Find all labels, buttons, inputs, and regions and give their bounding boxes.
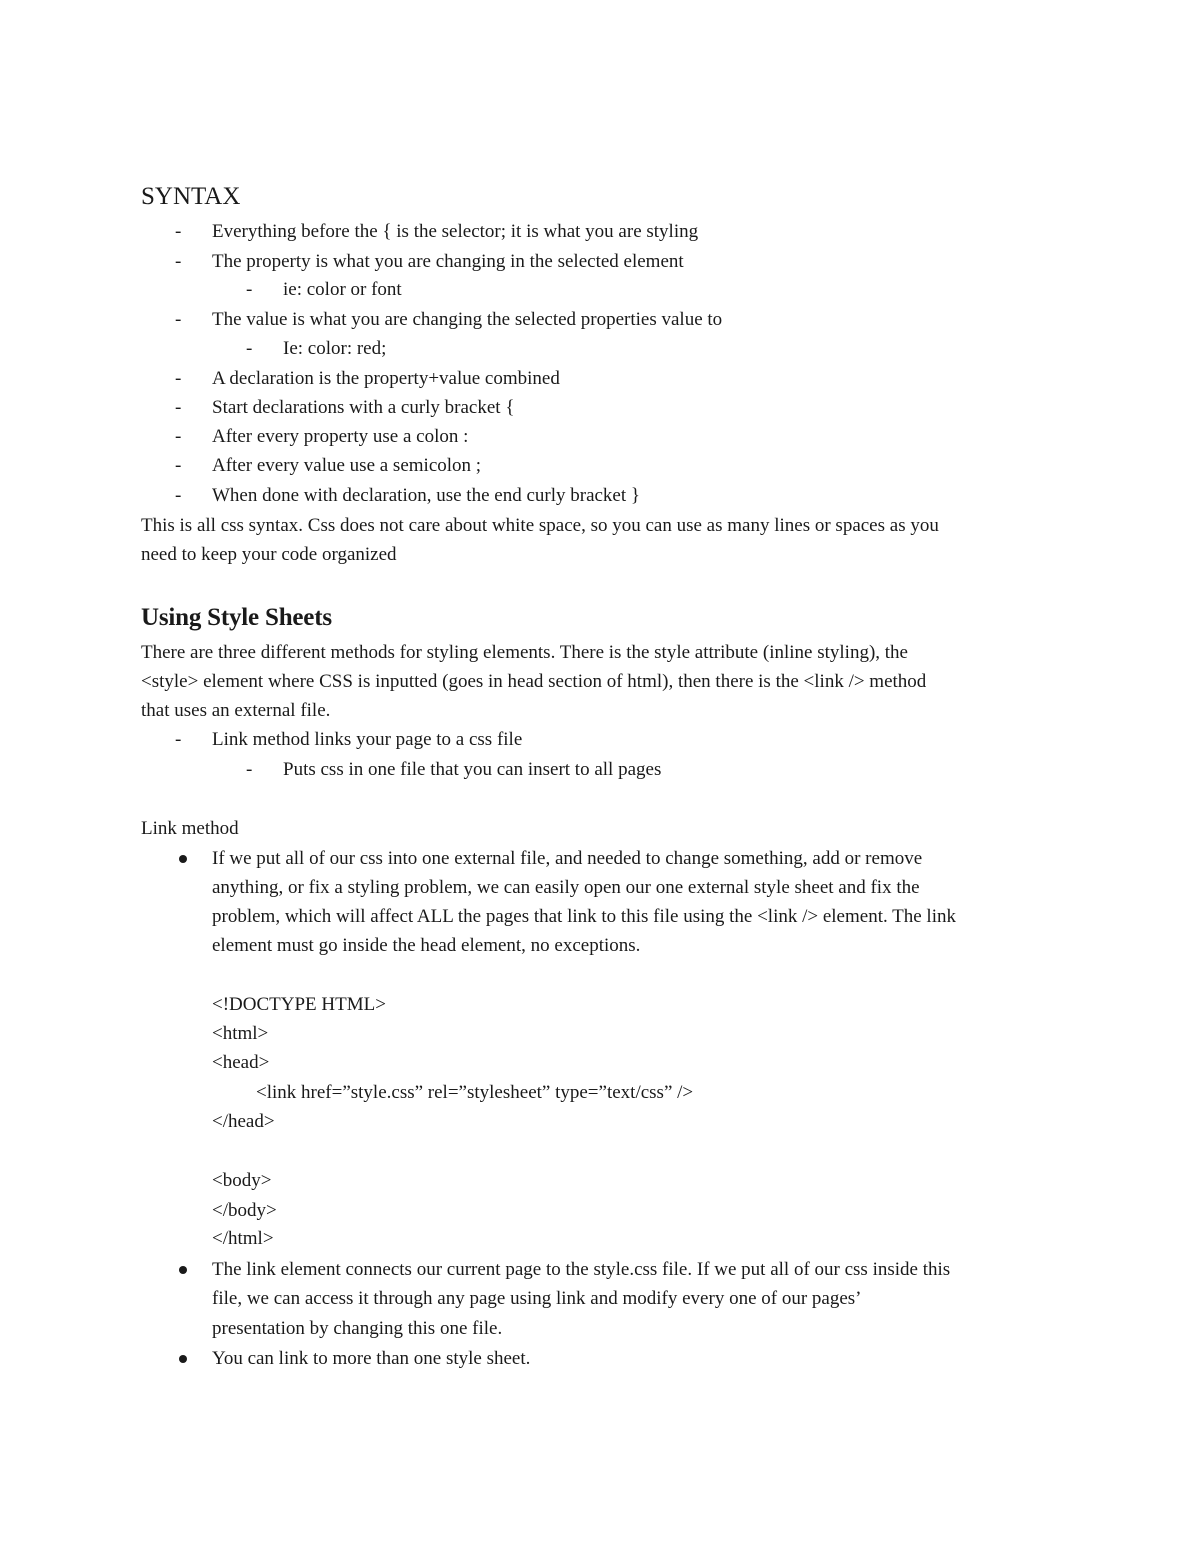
syntax-summary-line: need to keep your code organized: [141, 544, 397, 565]
code-line-html-open: <html>: [212, 1023, 269, 1044]
code-line-html-close: </html>: [212, 1228, 274, 1249]
syntax-item-semicolon: After every value use a semicolon ;: [212, 455, 482, 476]
dash-marker: -: [175, 368, 182, 389]
link-method-bullet1-line: anything, or fix a styling problem, we can easily open our one external style sheet and fix the: [212, 877, 920, 898]
bullet-marker: [179, 855, 187, 863]
dash-marker: -: [175, 485, 182, 506]
dash-marker: -: [175, 397, 182, 418]
bullet-marker: [179, 1355, 187, 1363]
link-method-bullet1-line: element must go inside the head element, no exceptions.: [212, 935, 641, 956]
style-sheets-intro-line: that uses an external file.: [141, 700, 331, 721]
link-method-bullet3: You can link to more than one style sheet.: [212, 1348, 531, 1369]
dash-marker: -: [175, 221, 182, 242]
style-sheets-heading: Using Style Sheets: [141, 604, 332, 631]
syntax-subitem-value-example: Ie: color: red;: [283, 338, 387, 359]
link-method-bullet2-line: The link element connects our current page to the style.css file. If we put all of our css inside this: [212, 1259, 951, 1280]
code-line-head-open: <head>: [212, 1052, 270, 1073]
code-line-body-open: <body>: [212, 1170, 272, 1191]
syntax-item-end-bracket: When done with declaration, use the end curly bracket }: [212, 485, 641, 506]
link-method-bullet1-line: If we put all of our css into one external file, and needed to change something, add or remove: [212, 848, 923, 869]
syntax-item-property: The property is what you are changing in the selected element: [212, 251, 684, 272]
syntax-item-selector: Everything before the { is the selector; it is what you are styling: [212, 221, 699, 242]
syntax-subitem-property-example: ie: color or font: [283, 279, 402, 300]
syntax-item-colon: After every property use a colon :: [212, 426, 469, 447]
dash-marker: -: [246, 759, 253, 780]
code-line-body-close: </body>: [212, 1200, 277, 1221]
bullet-marker: [179, 1266, 187, 1274]
link-method-bullet2-line: presentation by changing this one file.: [212, 1318, 503, 1339]
syntax-heading: SYNTAX: [141, 183, 241, 210]
link-method-bullet1-line: problem, which will affect ALL the pages that link to this file using the <link /> element. The link: [212, 906, 956, 927]
code-line-head-close: </head>: [212, 1111, 275, 1132]
dash-marker: -: [246, 338, 253, 359]
syntax-summary-line: This is all css syntax. Css does not care about white space, so you can use as many lines or spaces as you: [141, 515, 939, 536]
link-method-label: Link method: [141, 818, 239, 839]
dash-marker: -: [175, 251, 182, 272]
code-line-link-tag: <link href=”style.css” rel=”stylesheet” type=”text/css” />: [256, 1082, 694, 1103]
style-sheets-intro-line: There are three different methods for styling elements. There is the style attribute (inline styling), the: [141, 642, 908, 663]
syntax-item-value: The value is what you are changing the selected properties value to: [212, 309, 723, 330]
syntax-item-start-bracket: Start declarations with a curly bracket {: [212, 397, 515, 418]
dash-marker: -: [175, 309, 182, 330]
syntax-item-declaration: A declaration is the property+value combined: [212, 368, 560, 389]
dash-marker: -: [175, 455, 182, 476]
dash-marker: -: [246, 279, 253, 300]
dash-marker: -: [175, 729, 182, 750]
link-method-bullet2-line: file, we can access it through any page using link and modify every one of our pages’: [212, 1288, 862, 1309]
style-sheets-intro-line: <style> element where CSS is inputted (goes in head section of html), then there is the <link /> method: [141, 671, 927, 692]
style-sheets-subitem-one-file: Puts css in one file that you can insert to all pages: [283, 759, 662, 780]
dash-marker: -: [175, 426, 182, 447]
style-sheets-item-link: Link method links your page to a css file: [212, 729, 523, 750]
code-line-doctype: <!DOCTYPE HTML>: [212, 994, 386, 1015]
